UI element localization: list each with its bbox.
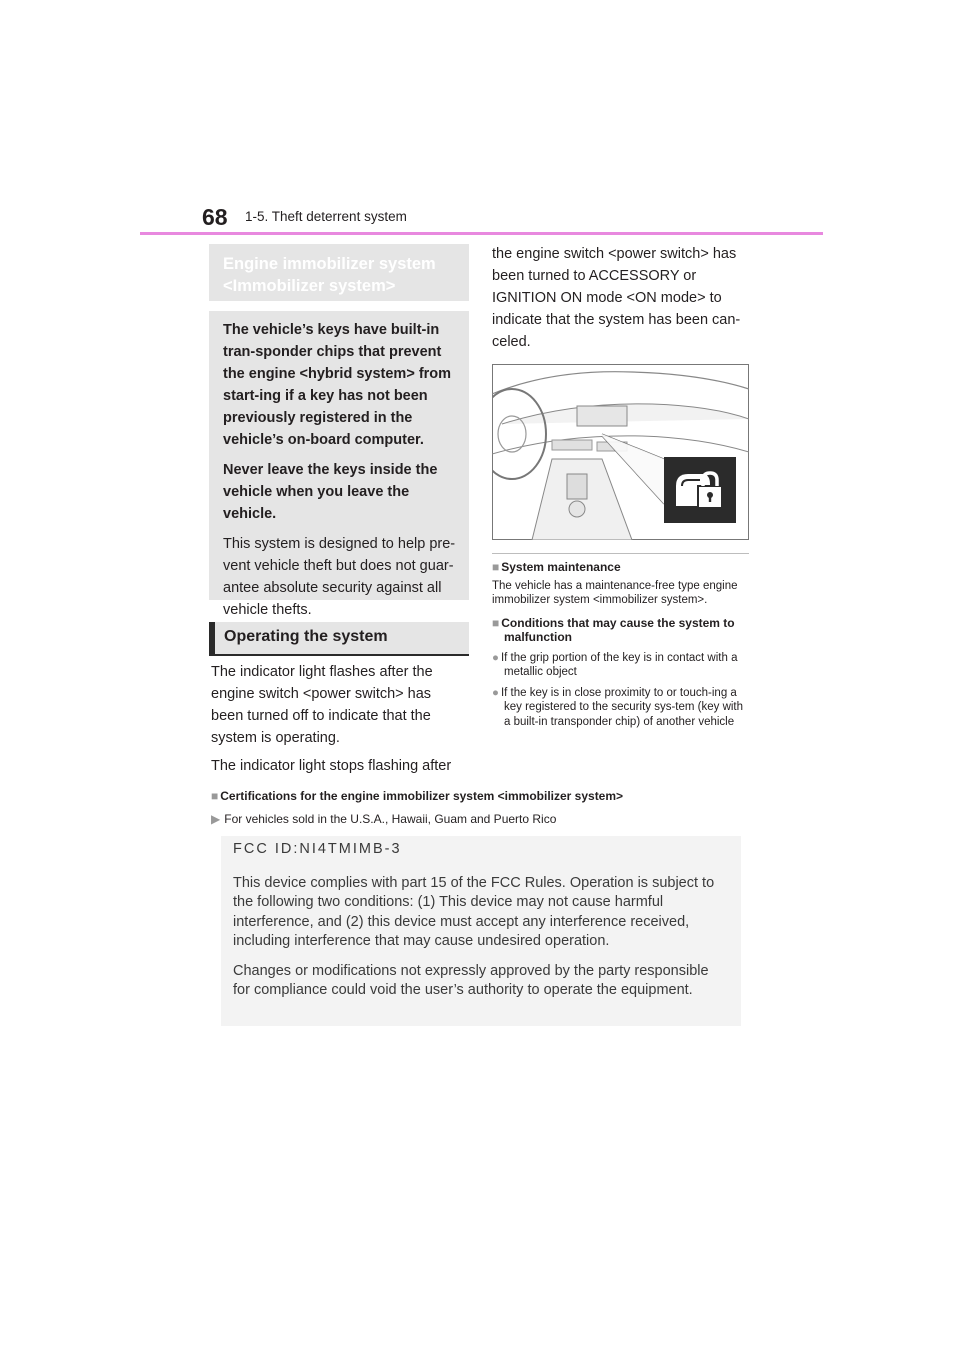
cert-heading: ■ Certifications for the engine immobilizer system <immobilizer system> <box>211 789 624 803</box>
intro-box <box>209 311 469 618</box>
heading-underline <box>209 654 469 656</box>
sold-line: ▶ For vehicles sold in the U.S.A., Hawaii, Guam and Puerto Rico <box>211 812 557 826</box>
circle-bullet-icon: ● <box>492 651 499 664</box>
heading-operating-system: Operating the system <box>209 622 469 654</box>
fcc-paragraph-2: Changes or modifications not expressly approved by the party responsible for compliance could void the user’s authority to operate the equipment. <box>233 962 709 998</box>
notes <box>492 560 752 729</box>
operating-body <box>211 661 466 783</box>
maintenance-text: The vehicle has a maintenance-free type engine immobilizer system <immobilizer system>. <box>492 579 738 606</box>
fcc-id: FCC ID:NI4TMIMB-3 <box>233 841 402 857</box>
intro-normal: This system is designed to help pre-vent vehicle theft but does not guar-antee absolute security against all vehicle thefts. <box>223 536 456 618</box>
conditions-heading: ■ Conditions that may cause the system to malfunction <box>492 615 735 644</box>
operating-para-1: The indicator light flashes after the engine switch <power switch> has been turned off to indicate that the system is operating. <box>211 664 433 746</box>
intro-bold-2: Never leave the keys inside the vehicle when you leave the vehicle. <box>223 462 438 522</box>
page-number: 68 <box>202 204 228 230</box>
divider <box>492 553 749 554</box>
intro-bold-1: The vehicle’s keys have built-in tran-sponder chips that prevent the engine <hybrid system> from start-ing if a key has not been previously registered in the vehicle’s on-board computer. <box>223 322 452 448</box>
lock-icon <box>672 464 728 516</box>
header-divider <box>140 232 823 235</box>
operating-para-2-continued: the engine switch <power switch> has been turned to ACCESSORY or IGNITION ON mode <ON mode> to indicate that the system has been can-celed. <box>492 246 741 350</box>
fcc-paragraph-1: This device complies with part 15 of the FCC Rules. Operation is subject to the following two conditions: (1) This device may not cause harmful interference, and (2) this device must accept any interference received, including interference that may cause undesired operation. <box>233 874 715 949</box>
section-title: 1-5. Theft deterrent system <box>245 209 407 224</box>
maintenance-heading: ■ System maintenance <box>492 560 621 574</box>
heading-engine-immobilizer: Engine immobilizer system <Immobilizer system> <box>209 244 469 301</box>
operating-para-2: The indicator light stops flashing after <box>211 758 452 774</box>
condition-item: ● If the grip portion of the key is in contact with a metallic object <box>492 651 738 678</box>
square-bullet-icon: ■ <box>492 560 500 574</box>
circle-bullet-icon: ● <box>492 686 499 699</box>
square-bullet-icon: ■ <box>492 615 500 630</box>
triangle-arrow-icon: ▶ <box>211 812 221 826</box>
square-bullet-icon: ■ <box>211 789 219 803</box>
fcc-statement <box>221 836 741 1026</box>
condition-item: ● If the key is in close proximity to or touch-ing a key registered to the security sys-tem (key with a built-in transponder chip) of another vehicle <box>492 686 744 728</box>
dashboard-illustration <box>492 364 749 540</box>
operating-body-continued <box>492 243 757 359</box>
